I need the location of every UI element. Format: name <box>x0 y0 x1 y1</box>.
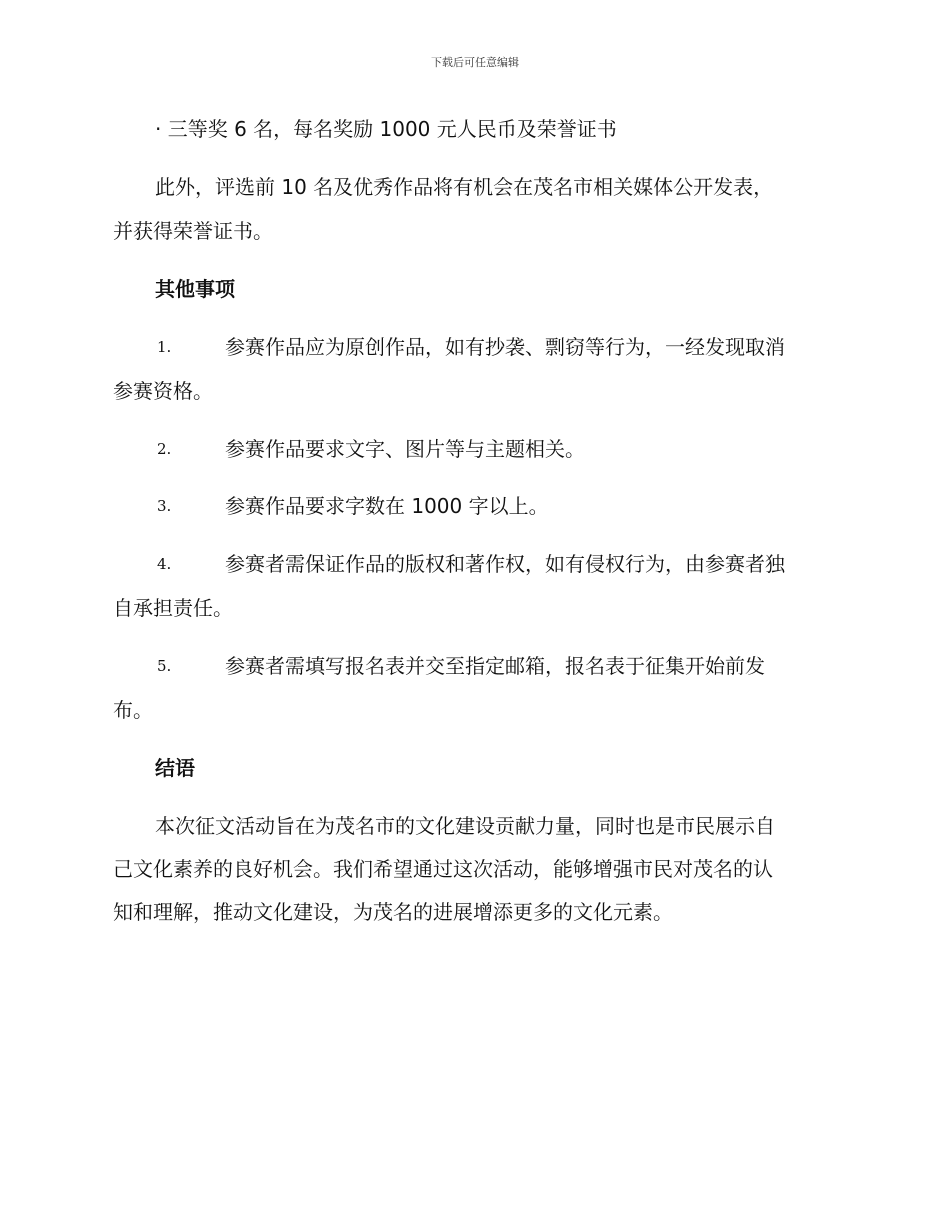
section-heading-other-matters: 其他事项 <box>155 277 235 301</box>
extra-paragraph-line-2: 并获得荣誉证书。 <box>113 219 273 243</box>
list-item-continuation: 自承担责任。 <box>113 596 233 620</box>
section-heading-conclusion: 结语 <box>155 756 195 780</box>
page-header: 下载后可任意编辑 <box>431 56 519 69</box>
list-item-text: 参赛作品应为原创作品，如有抄袭、剽窃等行为，一经发现取消 <box>225 335 785 359</box>
list-item-number: 4. <box>157 555 172 573</box>
conclusion-line-1: 本次征文活动旨在为茂名市的文化建设贡献力量，同时也是市民展示自 <box>155 814 775 838</box>
list-item-number: 3. <box>157 497 172 515</box>
extra-paragraph-line-1: 此外，评选前 10 名及优秀作品将有机会在茂名市相关媒体公开发表， <box>155 175 774 199</box>
list-item-text: 参赛者需填写报名表并交至指定邮箱，报名表于征集开始前发 <box>225 654 765 678</box>
list-item-continuation: 布。 <box>113 698 153 722</box>
list-item-text: 参赛作品要求字数在 1000 字以上。 <box>225 494 549 518</box>
list-item-text: 参赛者需保证作品的版权和著作权，如有侵权行为，由参赛者独 <box>225 552 785 576</box>
conclusion-line-2: 己文化素养的良好机会。我们希望通过这次活动，能够增强市民对茂名的认 <box>113 857 773 881</box>
prize-line: · 三等奖 6 名，每名奖励 1000 元人民币及荣誉证书 <box>155 117 617 141</box>
list-item-number: 1. <box>157 338 172 356</box>
list-item-number: 5. <box>157 657 172 675</box>
conclusion-line-3: 知和理解，推动文化建设，为茂名的进展增添更多的文化元素。 <box>113 900 673 924</box>
list-item-text: 参赛作品要求文字、图片等与主题相关。 <box>225 437 585 461</box>
list-item-continuation: 参赛资格。 <box>113 379 213 403</box>
list-item-number: 2. <box>157 440 172 458</box>
